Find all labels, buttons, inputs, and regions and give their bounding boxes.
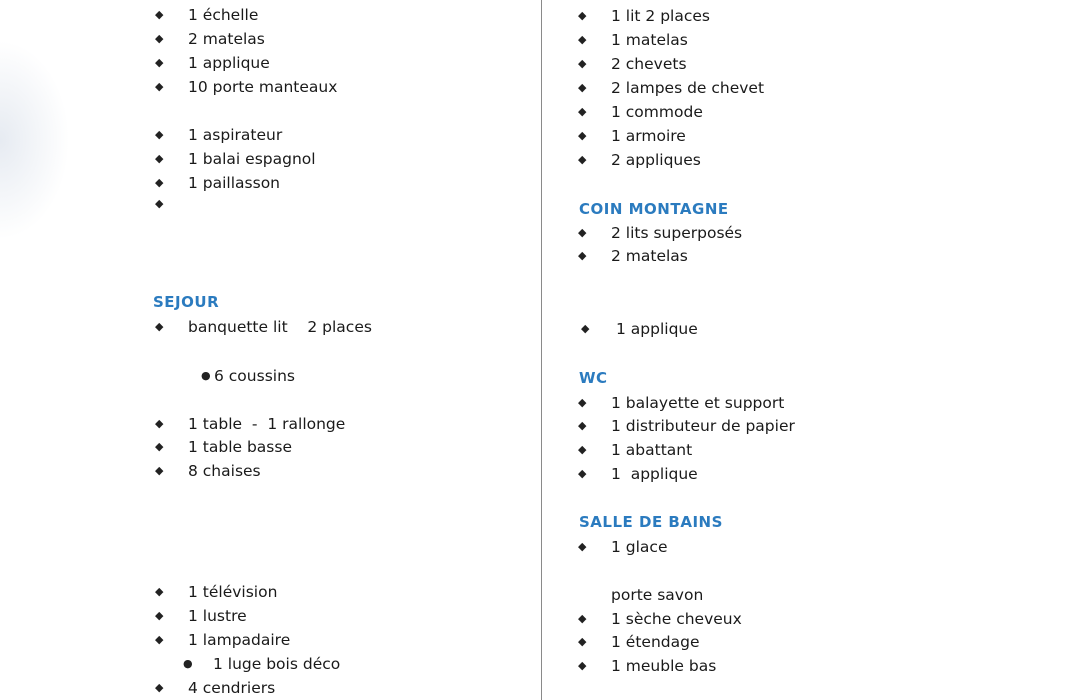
bullet-icon: ◆	[155, 80, 164, 93]
bullet-icon: ◆	[578, 9, 587, 22]
bullet-icon: ●	[183, 657, 193, 670]
list-item: 6 coussins	[214, 367, 295, 385]
list-item: 2 chevets	[611, 55, 687, 73]
list-item: 10 porte manteaux	[188, 78, 338, 96]
bullet-icon: ◆	[155, 609, 164, 622]
list-item: 2 matelas	[188, 30, 265, 48]
list-item: 2 matelas	[611, 247, 688, 265]
bullet-icon: ◆	[581, 322, 590, 335]
list-item: 1 applique	[188, 54, 270, 72]
bullet-icon: ◆	[578, 153, 587, 166]
bullet-icon: ●	[201, 369, 211, 382]
list-item: 1 armoire	[611, 127, 686, 145]
bullet-icon: ◆	[578, 396, 587, 409]
bullet-icon: ◆	[578, 249, 587, 262]
bullet-icon: ◆	[155, 681, 164, 694]
bullet-icon: ◆	[155, 176, 164, 189]
list-item: 1 luge bois déco	[213, 655, 341, 673]
list-item: 1 commode	[611, 103, 703, 121]
list-item: 1 échelle	[188, 6, 259, 24]
section-heading-coin-montagne: COIN MONTAGNE	[579, 200, 729, 218]
list-item: porte savon	[611, 586, 704, 604]
list-item: banquette lit 2 places	[188, 318, 372, 336]
list-item: 1 lustre	[188, 607, 247, 625]
list-item: 1 paillasson	[188, 174, 281, 192]
list-item: 1 lit 2 places	[611, 7, 710, 25]
bullet-icon: ◆	[578, 443, 587, 456]
bullet-icon: ◆	[578, 467, 587, 480]
list-item: 2 appliques	[611, 151, 701, 169]
section-heading-salle-de-bains: SALLE DE BAINS	[579, 513, 723, 531]
section-heading-sejour: SEJOUR	[153, 293, 220, 311]
list-item: 1 table basse	[188, 438, 292, 456]
bullet-icon: ◆	[578, 105, 587, 118]
bullet-icon: ◆	[155, 417, 164, 430]
list-item: 1 meuble bas	[611, 657, 717, 675]
bullet-icon: ◆	[155, 585, 164, 598]
column-divider	[541, 0, 542, 700]
bullet-icon: ◆	[578, 226, 587, 239]
bullet-icon: ◆	[578, 129, 587, 142]
bullet-icon: ◆	[578, 635, 587, 648]
bullet-icon: ◆	[155, 320, 164, 333]
bullet-icon: ◆	[578, 540, 587, 553]
bullet-icon: ◆	[155, 128, 164, 141]
bullet-icon: ◆	[155, 197, 164, 210]
bullet-icon: ◆	[578, 612, 587, 625]
section-heading-wc: WC	[579, 369, 608, 387]
bullet-icon: ◆	[578, 81, 587, 94]
list-item: 1 étendage	[611, 633, 700, 651]
list-item: 2 lampes de chevet	[611, 79, 765, 97]
list-item: 8 chaises	[188, 462, 261, 480]
bullet-icon: ◆	[578, 659, 587, 672]
bullet-icon: ◆	[155, 56, 164, 69]
bullet-icon: ◆	[155, 464, 164, 477]
list-item: 2 lits superposés	[611, 224, 743, 242]
list-item: 1 lampadaire	[188, 631, 291, 649]
list-item: 1 applique	[611, 465, 698, 483]
list-item: 1 aspirateur	[188, 126, 283, 144]
list-item: 1 applique	[616, 320, 698, 338]
bullet-icon: ◆	[155, 152, 164, 165]
list-item: 1 matelas	[611, 31, 688, 49]
list-item: 1 distributeur de papier	[611, 417, 795, 435]
scan-shadow	[0, 40, 70, 240]
bullet-icon: ◆	[578, 33, 587, 46]
list-item: 1 table - 1 rallonge	[188, 415, 346, 433]
list-item: 1 glace	[611, 538, 668, 556]
bullet-icon: ◆	[155, 8, 164, 21]
bullet-icon: ◆	[155, 440, 164, 453]
bullet-icon: ◆	[155, 633, 164, 646]
bullet-icon: ◆	[155, 32, 164, 45]
list-item: 4 cendriers	[188, 679, 276, 697]
list-item: 1 sèche cheveux	[611, 610, 742, 628]
list-item: 1 balayette et support	[611, 394, 785, 412]
bullet-icon: ◆	[578, 57, 587, 70]
list-item: 1 balai espagnol	[188, 150, 316, 168]
list-item: 1 télévision	[188, 583, 278, 601]
list-item: 1 abattant	[611, 441, 693, 459]
bullet-icon: ◆	[578, 419, 587, 432]
